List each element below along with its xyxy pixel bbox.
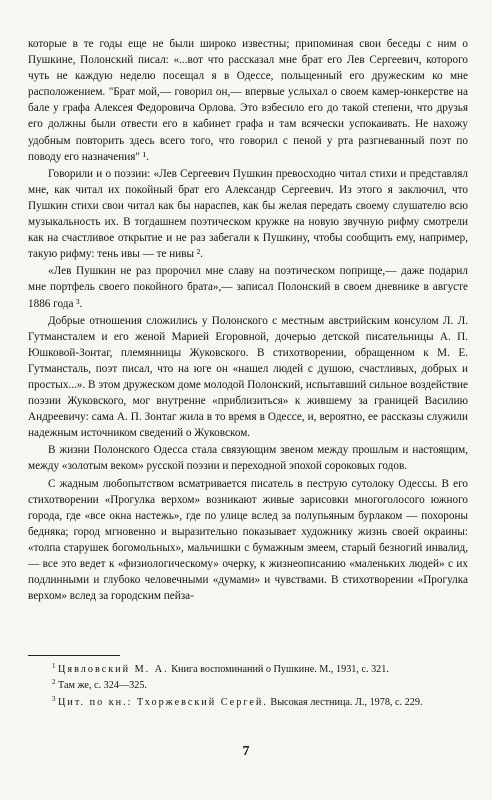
- paragraph-1: которые в те годы еще не были широко известны; припоминая свои беседы с ним о Пушкине, Полонский писал: «...вот что рассказал мне брат его Лев Сергеевич, которого чуть не каждую неделю посещал я в Одессе, польщенный его дружеским ко мне расположением. "Брат мой,— говорил он,— впервые услыхал о своем камер-юнкерстве на бале у графа Алексея Федоровича Орлова. Это взбесило его до такой степени, что друзья его должны были отвести его в кабинет графа и там всячески успокаивать. Не нахожу удобным повторить здесь всего того, что говорил с пеной у рта разгневанный поэт по поводу его назначения" ¹.: [28, 38, 468, 163]
- footnote-number: 3: [52, 694, 56, 703]
- body-text: [28, 36, 468, 604]
- paragraph-3: «Лев Пушкин не раз пророчил мне славу на поэтическом поприще,— даже подарил мне портфель своего покойного брата»,— записал Полонский в своем дневнике в августе 1886 года ³.: [28, 265, 468, 310]
- footnote-number: 1: [52, 662, 56, 670]
- footnote-text: Там же, с. 324—325.: [58, 680, 147, 692]
- footnote-1: [28, 660, 468, 676]
- paragraph-6: С жадным любопытством всматривается писатель в пеструю сутолоку Одессы. В его стихотворении «Прогулка верхом» возникают живые зарисовки многоголосого южного города, где «все окна настежь», где по улице вслед за полупьяным бурлаком — похороны бедняка; город мгновенно и выразительно показывает художнику жизнь своей окраины: «толпа старушек богомольных», мальчишки с бумажным змеем, старый безногий инвалид,— все это ведет к «физиологическому» очерку, к жизнеописанию «маленьких людей» с их подлинными и глубоко человечными «думами» и чувствами. В стихотворении «Прогулка верхом» вслед за городским пейза-: [28, 477, 468, 603]
- footnote-2: [28, 676, 468, 692]
- paragraph-2: Говорили и о поэзии: «Лев Сергеевич Пушкин превосходно читал стихи и представлял мне, как читал их покойный брат его Александр Сергеевич. Из этого я заключил, что Пушкин стихи свои читал как бы нараспев, как бы желая передать своему слушателю всю музыкальность их. В тогдашнем поэтическом кружке на новую звучную рифму смотрели как на счастливое открытие и не раз забегали к Пушкину, чтобы сообщить ему, например, такую рифму: тень ивы — те нивы ².: [28, 167, 468, 261]
- footnote-author: Цит. по кн.: Тхоржевский Сергей.: [58, 696, 268, 708]
- footnote-text: Книга воспоминаний о Пушкине. М., 1931, с. 321.: [171, 664, 389, 675]
- footnote-divider: [28, 655, 120, 656]
- footnotes: [28, 660, 468, 709]
- page-number: 7: [242, 744, 250, 759]
- footnote-author: Цявловский М. А.: [58, 664, 169, 675]
- footnote-text: Высокая лестница. Л., 1978, с. 229.: [270, 696, 423, 708]
- paragraph-5: В жизни Полонского Одесса стала связующим звеном между прошлым и настоящим, между «золотым веком» русской поэзии и переходной эпохой сороковых годов.: [28, 444, 468, 473]
- paragraph-4: Добрые отношения сложились у Полонского с местным австрийским консулом Л. Л. Гутмансталем и его женой Марией Егоровной, дочерью детской писательницы А. П. Юшковой-Зонтаг, племянницы Жуковского. В стихотворении, обращенном к М. Е. Гутмансталь, поэт писал, что на юге он «нашел людей с душою, счастливых, добрых и простых...». В этом дружеском доме молодой Полонский, испытавший сильное воздействие поэзии Жуковского, мог внутренне «приблизиться» к жившему за границей Василию Андреевичу: сама А. П. Зонтаг жила в то время в Одессе, и, вероятно, ее рассказы служили надежным источником сведений о Жуковском.: [28, 314, 468, 440]
- footnote-3: [28, 693, 468, 709]
- footnote-number: 2: [52, 678, 56, 687]
